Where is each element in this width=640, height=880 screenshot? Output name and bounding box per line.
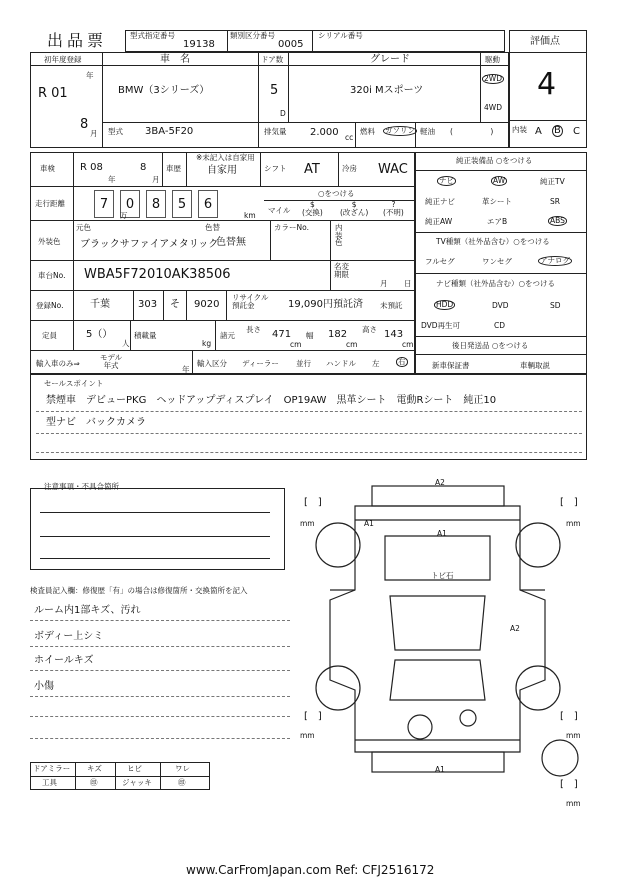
tv-analog-circled: アナログ (540, 256, 570, 265)
registration-class: 303 (138, 299, 158, 310)
chassis-label: 車台No. (38, 271, 66, 280)
score-label: 評価点 (530, 36, 560, 47)
diesel-label: 軽油 (420, 127, 435, 136)
equip-sr: SR (550, 197, 560, 206)
wheel-front-left (316, 523, 360, 567)
registration-label: 登録No. (36, 301, 64, 310)
car-name: BMW（3シリーズ） (118, 85, 210, 96)
equip-leather: 革シート (482, 197, 512, 206)
name-change-month: 月 (380, 279, 388, 288)
import-type-label: 輸入区分 (197, 359, 227, 368)
registration-pref: 千葉 (90, 299, 110, 310)
equip-tv: 純正TV (540, 177, 565, 186)
damage-mark: A2 (510, 624, 520, 633)
interior-c: C (573, 126, 580, 137)
model-year-label: モデル 年式 (100, 353, 123, 370)
door-count: 5 (270, 83, 279, 98)
first-reg-year: R 01 (38, 86, 68, 101)
length-value: 471 (272, 329, 292, 340)
footer-reference: www.CarFromJapan.com Ref: CFJ2516172 (186, 863, 435, 877)
navi-hdd-circled: HDD (436, 300, 454, 309)
caution-label: 注意事項・不具合箇所 (44, 482, 119, 491)
bracket-front-right: [ ] (560, 497, 578, 508)
original-color-label: 元色 (76, 223, 91, 232)
roof (390, 596, 485, 650)
mileage-label: 走行距離 (35, 199, 65, 208)
inspection-tsuki: 月 (152, 175, 160, 184)
sales-point-line-2: 型ナビ バックカメラ (46, 417, 146, 428)
height-unit: cm (402, 340, 414, 349)
mileage-km: km (244, 211, 256, 220)
class-number-label: 類別区分番号 (230, 31, 275, 40)
tools-break: ワレ (175, 764, 190, 773)
mm-unit: mm (566, 519, 581, 528)
tv-type-title: TV種類（社外品含む）○をつける (436, 237, 550, 246)
trunk (390, 660, 485, 700)
tv-fullseg: フルセグ (425, 257, 455, 266)
exterior-color-label: 外装色 (38, 237, 61, 246)
tools-jack: ジャッキ (122, 778, 152, 787)
mm-unit: mm (566, 731, 581, 740)
displacement-label: 排気量 (264, 127, 287, 136)
bracket-rear-right: [ ] (560, 711, 578, 722)
model-number: 19138 (183, 39, 215, 50)
displacement-value: 2.000 (310, 127, 339, 138)
note-item: ルーム内1部キズ、汚れ (34, 605, 141, 616)
import-only-label: 輸入車のみ⇒ (36, 359, 80, 368)
capacity-unit: 人 (122, 339, 130, 348)
equip-airbag: エアB (487, 217, 508, 226)
sales-point-line-1: 禁煙車 デビューPKG ヘッドアップディスプレイ OP19AW 黒革シート 電動Rシート 純正10 (46, 395, 497, 406)
color-number-label: カラーNo. (274, 223, 309, 232)
mileage-digits (94, 190, 234, 218)
handle-left: 左 (372, 359, 380, 368)
ac-value: WAC (378, 162, 408, 177)
mileage-digit: 6 (198, 190, 218, 218)
drive-2wd-circled: 2WD (484, 74, 502, 83)
bracket-rear-left: [ ] (304, 711, 322, 722)
door-type: D (280, 109, 286, 118)
navi-sd: SD (550, 301, 561, 310)
mileage-digit: 0 (120, 190, 140, 218)
mm-unit: mm (566, 799, 581, 808)
bracket-spare: [ ] (560, 779, 578, 790)
width-label: 幅 (306, 331, 314, 340)
drive-4wd: 4WD (484, 103, 502, 112)
tools-crack: ヒビ (127, 764, 142, 773)
navi-dvd: DVD (492, 301, 509, 310)
width-unit: cm (346, 340, 358, 349)
load-label: 積載量 (134, 331, 157, 340)
form-title: 出品票 (47, 31, 108, 50)
handle-label: ハンドル (326, 359, 356, 368)
cc-unit: cc (345, 133, 354, 142)
equip-genuine-navi: 純正ナビ (425, 197, 455, 206)
handle-right-circled: 右 (398, 357, 406, 366)
inspection-month: 8 (140, 162, 147, 173)
tools-jack-stamp: ㊞ (178, 778, 186, 787)
registration-plate: 9020 (194, 299, 220, 310)
spec-label: 諸元 (220, 331, 235, 340)
name-change-day: 日 (404, 279, 412, 288)
navi-dvd-playable: DVD再生可 (421, 321, 461, 330)
note-item: ホイールキズ (34, 655, 94, 666)
model-number-label: 型式指定番号 (130, 31, 175, 40)
diesel-paren: ( ) (450, 127, 494, 136)
type-value: 3BA-5F20 (145, 126, 194, 137)
equipment-title: 純正装備品 ○をつける (456, 156, 533, 165)
tools-tool: 工具 (42, 778, 57, 787)
header-number-box (125, 30, 505, 52)
mileage-man: 万 (120, 211, 128, 220)
tools-scratch: キズ (87, 764, 102, 773)
recycle-value: 19,090円預託済 (288, 299, 363, 310)
bracket-front-left: [ ] (304, 497, 322, 508)
mileage-digit: 5 (172, 190, 192, 218)
mileage-circle-note: ○をつける (318, 189, 355, 198)
class-number: 0005 (278, 39, 304, 50)
inspection-nen: 年 (108, 175, 116, 184)
inspection-label: 車検 (40, 164, 55, 173)
spare-tire (408, 715, 432, 739)
shift-value: AT (304, 162, 320, 177)
car-history-note: ※未記入は自家用 (196, 153, 255, 162)
score-value: 4 (537, 67, 557, 102)
first-reg-label: 初年度登録 (44, 55, 82, 64)
damage-mark: A1 (435, 765, 445, 774)
spare-wheel (542, 740, 578, 776)
first-reg-month: 8 (80, 117, 89, 132)
tv-oneseg: ワンセグ (482, 257, 512, 266)
import-dealer: ディーラー (242, 359, 279, 368)
capacity-label: 定員 (42, 331, 57, 340)
height-label: 高さ (362, 325, 377, 334)
grade-label: グレード (370, 54, 410, 65)
mileage-exchanged: $ (交換) (302, 200, 323, 217)
interior-a: A (535, 126, 542, 137)
recycle-label: リサイクル 預託金 (232, 293, 269, 310)
inspector-note: 検査員記入欄：修復歴「有」の場合は修復箇所・交換箇所を記入 (30, 586, 248, 595)
length-unit: cm (290, 340, 302, 349)
drive-label: 駆動 (485, 55, 500, 64)
mm-unit: mm (300, 731, 315, 740)
mileage-digit: 7 (94, 190, 114, 218)
car-name-label: 車 名 (160, 54, 190, 65)
mileage-unknown: ? (不明) (383, 200, 404, 217)
recycle-unpaid: 未預託 (380, 301, 403, 310)
mm-unit: mm (300, 519, 315, 528)
sales-point-label: セールスポイント (44, 379, 104, 388)
first-reg-tsuki: 月 (90, 129, 98, 138)
later-shipping-title: 後日発送品 ○をつける (452, 341, 529, 350)
damage-mark: A2 (435, 478, 445, 487)
ac-label: 冷房 (342, 164, 357, 173)
capacity-value: 5（） (86, 329, 113, 340)
length-label: 長さ (246, 325, 261, 334)
note-item: ボディー上シミ (34, 631, 104, 642)
fuel-gasoline-circled: ガソリン (385, 126, 415, 135)
equip-aw-circled: AW (493, 176, 506, 185)
serial-label: シリアル番号 (318, 31, 363, 40)
registration-kana: そ (170, 299, 180, 310)
navi-type-title: ナビ種類（社外品含む）○をつける (436, 279, 556, 288)
damage-mark: A1 (437, 529, 447, 538)
tools-tool-stamp: ㊞ (90, 778, 98, 787)
height-value: 143 (384, 329, 404, 340)
width-value: 182 (328, 329, 348, 340)
car-history-label: 車歴 (166, 164, 181, 173)
type-label: 型式 (108, 127, 123, 136)
model-year-nen: 年 (182, 365, 190, 374)
damage-mark: A1 (364, 519, 374, 528)
inspection-year: R 08 (80, 162, 103, 173)
navi-cd: CD (494, 321, 506, 330)
tools-door-mirror: ドアミラー (33, 764, 71, 773)
mileage-tampered: $ (改ざん) (340, 200, 369, 217)
owner-manual: 車輌取説 (520, 361, 550, 370)
interior-color-label: 内 装 色 (335, 223, 343, 247)
chassis-number: WBA5F72010AK38506 (84, 267, 231, 282)
equip-abs-circled: ABS (550, 216, 565, 225)
mileage-mile: マイル (268, 206, 291, 215)
interior-b-circled: B (554, 125, 561, 136)
front-bumper (372, 486, 504, 506)
fuel-label: 燃料 (360, 127, 375, 136)
wheel-rear-left (316, 666, 360, 710)
note-item: 小傷 (34, 681, 54, 692)
name-change-label: 名変 期限 (334, 262, 349, 279)
interior-label: 内装 (512, 125, 527, 134)
import-parallel: 並行 (296, 359, 311, 368)
wheel-rear-right (516, 666, 560, 710)
equip-genuine-aw: 純正AW (425, 217, 453, 226)
grade-value: 320i Mスポーツ (350, 85, 424, 96)
shift-label: シフト (264, 164, 287, 173)
damage-mark: トビ石 (431, 571, 454, 580)
mileage-digit: 8 (146, 190, 166, 218)
color-change-value: 色替無 (216, 237, 246, 248)
exterior-color-value: ブラックサファイアメタリック (80, 239, 219, 250)
equip-navi-circled: ナビ (439, 176, 454, 185)
first-reg-nen: 年 (86, 71, 94, 80)
car-history-value: 自家用 (207, 165, 237, 176)
warranty-book: 新車保証書 (432, 361, 470, 370)
load-unit: kg (202, 339, 212, 348)
color-change-label: 色替 (205, 223, 220, 232)
doors-label: ドア数 (261, 55, 284, 64)
wheel-front-right (516, 523, 560, 567)
